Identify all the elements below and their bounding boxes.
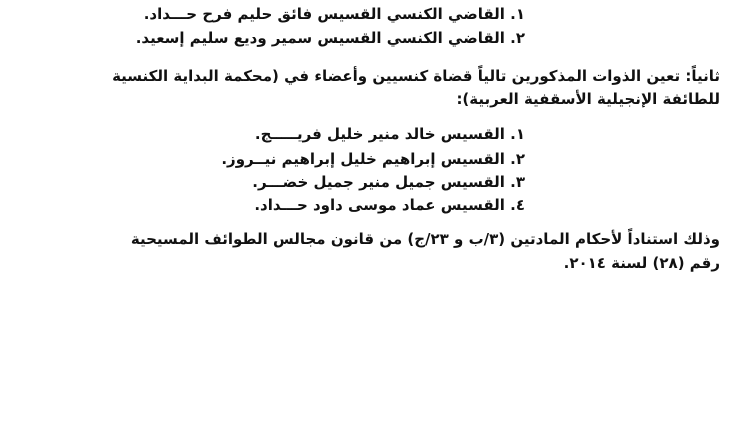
closing-line-1: وذلك استناداً لأحكام المادتين (٣/ب و ٢٣/ج) من قانون مجالس الطوائف المسيحية xyxy=(130,230,720,248)
second-clause-line-1: ثانياً: تعين الذوات المذكورين تالياً قضاة كنسيين وأعضاء في (محكمة البداية الكنسية xyxy=(112,67,720,85)
member-item-3: ٣. القسيس جميل منير جميل خضـــر. xyxy=(252,173,525,191)
closing-line-2: رقم (٢٨) لسنة ٢٠١٤. xyxy=(563,254,720,272)
second-clause-line-2: للطائفة الإنجيلية الأسقفية العربية): xyxy=(456,90,720,108)
member-item-1: ١. القسيس خالد منير خليل فريـــــج. xyxy=(254,125,525,143)
member-item-4: ٤. القسيس عماد موسى داود حـــداد. xyxy=(254,196,525,214)
judge-item-2: ٢. القاضي الكنسي القسيس سمير وديع سليم إسعيد. xyxy=(135,29,525,47)
member-item-2: ٢. القسيس إبراهيم خليل إبراهيم نيــروز. xyxy=(221,150,525,168)
judge-item-1: ١. القاضي الكنسي القسيس فائق حليم فرح حـــداد. xyxy=(143,5,525,23)
